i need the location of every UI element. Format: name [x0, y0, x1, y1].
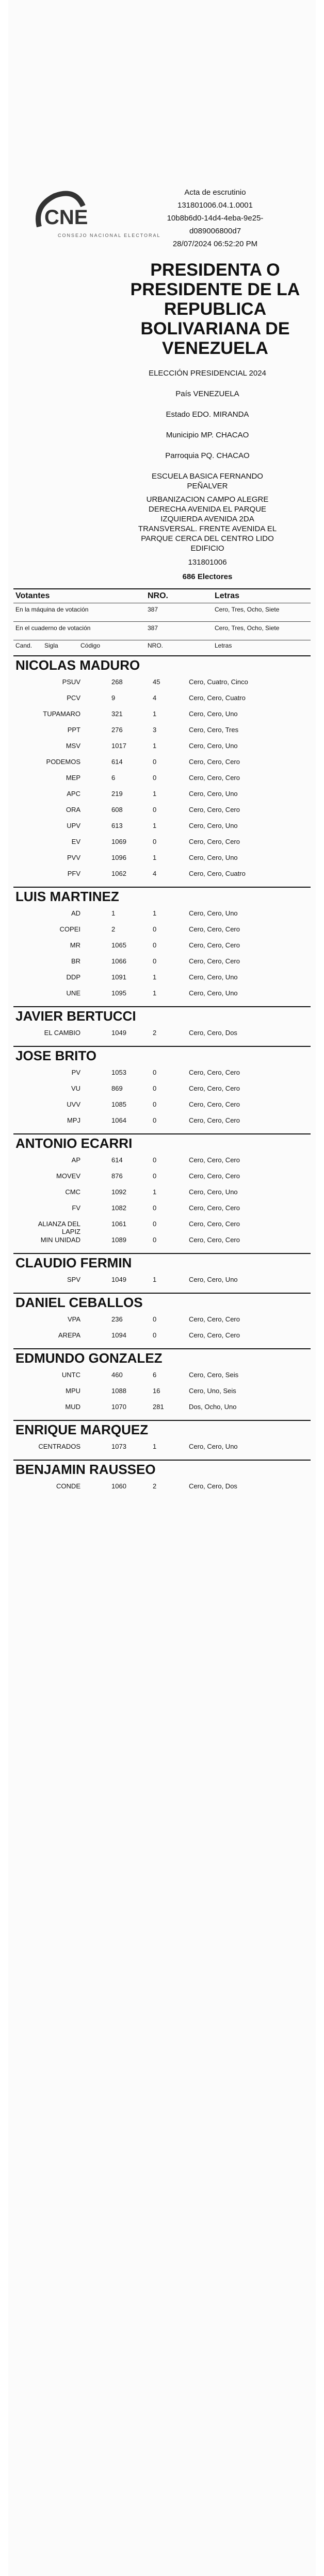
party-letters: Cero, Cero, Seis	[189, 1371, 239, 1379]
candidate-name: DANIEL CEBALLOS	[15, 1295, 143, 1310]
party-letters: Cero, Cero, Cero	[189, 1069, 240, 1076]
th-letras: Letras	[215, 591, 240, 600]
candidate-name: EDMUNDO GONZALEZ	[15, 1350, 163, 1366]
party-votes: 1	[153, 1188, 157, 1196]
party-votes: 1	[153, 1276, 157, 1283]
party-letters: Cero, Cero, Cero	[189, 1331, 240, 1339]
party-code: 1049	[111, 1276, 126, 1283]
party-votes: 0	[153, 925, 157, 933]
party-row	[34, 804, 307, 817]
party-code: 1094	[111, 1331, 126, 1339]
party-sigla: APC	[67, 790, 80, 798]
party-letters: Cero, Cero, Cero	[189, 1315, 240, 1323]
party-row	[34, 1234, 307, 1247]
party-letters: Cero, Cero, Uno	[189, 1276, 238, 1283]
party-letters: Cero, Cero, Uno	[189, 1188, 238, 1196]
party-code: 321	[111, 710, 123, 718]
party-sigla: MIN UNIDAD	[40, 1236, 80, 1244]
party-code: 219	[111, 790, 123, 798]
party-code: 1066	[111, 957, 126, 965]
party-code: 1069	[111, 838, 126, 845]
votantes-cuaderno-nro: 387	[148, 624, 158, 632]
party-votes: 1	[153, 909, 157, 917]
party-votes: 4	[153, 870, 157, 877]
party-code: 1091	[111, 973, 126, 981]
party-sigla: CONDE	[56, 1482, 80, 1490]
party-sigla: PODEMOS	[46, 758, 80, 766]
party-row	[34, 836, 307, 849]
party-code: 6	[111, 774, 116, 782]
party-votes: 6	[153, 1371, 157, 1379]
party-row	[34, 740, 307, 753]
party-row	[34, 1401, 307, 1414]
party-sigla: VU	[71, 1084, 80, 1092]
divider	[13, 1133, 311, 1134]
party-code: 1092	[111, 1188, 126, 1196]
party-row	[34, 820, 307, 833]
party-row	[34, 907, 307, 921]
center-8: EDIFICIO	[190, 544, 224, 553]
party-row	[34, 1480, 307, 1494]
title-3: REPUBLICA	[164, 299, 267, 319]
party-votes: 0	[153, 758, 157, 766]
party-sigla: ALIANZA DEL LAPIZ	[38, 1220, 80, 1235]
party-letters: Cero, Cero, Uno	[189, 909, 238, 917]
party-votes: 1	[153, 822, 157, 829]
party-code: 236	[111, 1315, 123, 1323]
votantes-cuaderno-label: En el cuaderno de votación	[15, 624, 91, 632]
candidate-name: ENRIQUE MARQUEZ	[15, 1422, 149, 1437]
party-sigla: VPA	[67, 1315, 80, 1323]
votantes-cuaderno-letras: Cero, Tres, Ocho, Siete	[215, 624, 280, 632]
party-votes: 1	[153, 973, 157, 981]
divider	[13, 1420, 311, 1421]
center-4: DERECHA AVENIDA EL PARQUE	[148, 505, 267, 514]
party-row	[34, 1186, 307, 1199]
candidate-name: NICOLAS MADURO	[15, 657, 140, 673]
electors: 686 Electores	[182, 572, 233, 581]
party-votes: 2	[153, 1029, 157, 1037]
party-votes: 16	[153, 1387, 160, 1395]
party-letters: Cero, Cero, Cero	[189, 1100, 240, 1108]
sub-codigo: Código	[80, 642, 101, 649]
party-row	[34, 1027, 307, 1040]
title-4: BOLIVARIANA DE	[140, 319, 290, 338]
party-votes: 1	[153, 854, 157, 861]
party-letters: Cero, Cero, Cero	[189, 1156, 240, 1164]
party-sigla: AD	[71, 909, 80, 917]
party-row	[34, 1274, 307, 1287]
party-code: 869	[111, 1084, 123, 1092]
party-row	[34, 1154, 307, 1167]
party-letters: Dos, Ocho, Uno	[189, 1403, 237, 1411]
party-code: 614	[111, 1156, 123, 1164]
party-code: 1064	[111, 1116, 126, 1124]
acta-label: Acta de escrutinio	[184, 188, 246, 197]
party-code: 1062	[111, 870, 126, 877]
party-votes: 0	[153, 1204, 157, 1212]
party-letters: Cero, Cero, Uno	[189, 854, 238, 861]
party-votes: 0	[153, 1315, 157, 1323]
party-code: 613	[111, 822, 123, 829]
party-code: 1065	[111, 941, 126, 949]
hash-line-1: 10b8b6d0-14d4-4eba-9e25-	[167, 214, 264, 223]
sub-cand: Cand.	[15, 642, 33, 649]
party-sigla: DDP	[66, 973, 80, 981]
party-row	[34, 1385, 307, 1398]
party-letters: Cero, Cero, Uno	[189, 973, 238, 981]
candidate-name: CLAUDIO FERMIN	[15, 1255, 132, 1270]
divider	[13, 1293, 311, 1294]
sub-letras: Letras	[215, 642, 232, 649]
party-letters: Cero, Cero, Cero	[189, 941, 240, 949]
datetime: 28/07/2024 06:52:20 PM	[172, 240, 258, 248]
votantes-maquina-nro: 387	[148, 606, 158, 613]
divider	[13, 1348, 311, 1349]
party-code: 1061	[111, 1220, 126, 1228]
party-votes: 0	[153, 806, 157, 814]
party-letters: Cero, Cero, Cero	[189, 774, 240, 782]
divider	[13, 1460, 311, 1461]
party-code: 1049	[111, 1029, 126, 1037]
party-row	[34, 1329, 307, 1343]
party-sigla: SPV	[67, 1276, 80, 1283]
title-5: VENEZUELA	[162, 338, 268, 358]
party-votes: 0	[153, 838, 157, 845]
votantes-maquina-letras: Cero, Tres, Ocho, Siete	[215, 606, 280, 613]
candidate-name: JAVIER BERTUCCI	[15, 1008, 136, 1024]
party-votes: 0	[153, 1100, 157, 1108]
party-row	[34, 1114, 307, 1128]
candidate-name: ANTONIO ECARRI	[15, 1136, 133, 1151]
party-votes: 0	[153, 774, 157, 782]
party-votes: 45	[153, 678, 160, 686]
parish: Parroquia PQ. CHACAO	[165, 451, 250, 460]
party-row	[34, 955, 307, 969]
party-votes: 1	[153, 1443, 157, 1450]
party-row	[34, 1313, 307, 1327]
divider	[13, 887, 311, 888]
party-letters: Cero, Cero, Uno	[189, 989, 238, 997]
th-nro: NRO.	[148, 591, 168, 600]
divider	[13, 1253, 311, 1254]
party-letters: Cero, Cero, Cuatro	[189, 694, 246, 702]
center-code: 131801006	[188, 558, 227, 567]
party-votes: 0	[153, 1331, 157, 1339]
party-letters: Cero, Cuatro, Cinco	[189, 678, 248, 686]
divider	[13, 588, 311, 589]
party-letters: Cero, Cero, Cero	[189, 925, 240, 933]
sub-sigla: Sigla	[44, 642, 58, 649]
party-code: 1053	[111, 1069, 126, 1076]
divider	[13, 1046, 311, 1047]
party-votes: 0	[153, 1220, 157, 1228]
party-sigla: MPJ	[67, 1116, 80, 1124]
center-2: PEÑALVER	[187, 482, 228, 490]
party-code: 1088	[111, 1387, 126, 1395]
party-sigla: AREPA	[58, 1331, 80, 1339]
party-votes: 0	[153, 1084, 157, 1092]
party-votes: 2	[153, 1482, 157, 1490]
party-letters: Cero, Cero, Cuatro	[189, 870, 246, 877]
logo-text: CONSEJO NACIONAL ELECTORAL	[58, 233, 161, 238]
party-code: 614	[111, 758, 123, 766]
party-sigla: MUD	[65, 1403, 80, 1411]
party-votes: 3	[153, 726, 157, 734]
party-row	[34, 939, 307, 953]
party-letters: Cero, Cero, Uno	[189, 710, 238, 718]
party-sigla: PPT	[67, 726, 80, 734]
party-sigla: BR	[71, 957, 80, 965]
party-letters: Cero, Cero, Uno	[189, 1443, 238, 1450]
party-votes: 0	[153, 1069, 157, 1076]
party-code: 1017	[111, 742, 126, 750]
party-row	[34, 708, 307, 721]
party-sigla: EV	[71, 838, 80, 845]
party-row	[34, 772, 307, 785]
party-letters: Cero, Cero, Dos	[189, 1029, 237, 1037]
acta-number: 131801006.04.1.0001	[177, 201, 253, 210]
party-row	[34, 971, 307, 985]
party-votes: 0	[153, 941, 157, 949]
party-sigla: UNTC	[61, 1371, 80, 1379]
party-sigla: MSV	[66, 742, 80, 750]
acta-page	[8, 0, 316, 2576]
hash-line-2: d089006800d7	[189, 227, 241, 235]
party-row	[34, 1170, 307, 1183]
party-letters: Cero, Cero, Cero	[189, 838, 240, 845]
party-row	[34, 1082, 307, 1096]
party-letters: Cero, Cero, Cero	[189, 1220, 240, 1228]
party-row	[34, 1066, 307, 1080]
party-row	[34, 756, 307, 769]
party-letters: Cero, Cero, Cero	[189, 1116, 240, 1124]
party-row	[34, 1369, 307, 1382]
candidate-name: JOSE BRITO	[15, 1048, 97, 1063]
party-letters: Cero, Cero, Uno	[189, 790, 238, 798]
party-letters: Cero, Cero, Cero	[189, 1204, 240, 1212]
party-sigla: PSUV	[62, 678, 80, 686]
party-letters: Cero, Uno, Seis	[189, 1387, 236, 1395]
party-letters: Cero, Cero, Tres	[189, 726, 239, 734]
party-sigla: CMC	[65, 1188, 80, 1196]
party-letters: Cero, Cero, Uno	[189, 742, 238, 750]
party-sigla: MOVEV	[56, 1172, 80, 1180]
party-sigla: UPV	[67, 822, 80, 829]
party-sigla: PV	[71, 1069, 80, 1076]
party-votes: 0	[153, 1172, 157, 1180]
center-6: TRANSVERSAL. FRENTE AVENIDA EL	[138, 524, 277, 533]
party-row	[34, 852, 307, 865]
party-sigla: TUPAMARO	[43, 710, 80, 718]
party-code: 1	[111, 909, 116, 917]
party-votes: 0	[153, 1156, 157, 1164]
party-row	[34, 1202, 307, 1215]
title-2: PRESIDENTE DE LA	[130, 280, 300, 299]
party-letters: Cero, Cero, Uno	[189, 822, 238, 829]
party-sigla: UVV	[67, 1100, 80, 1108]
country: País VENEZUELA	[175, 389, 239, 398]
party-code: 1085	[111, 1100, 126, 1108]
party-sigla: AP	[71, 1156, 80, 1164]
party-code: 1070	[111, 1403, 126, 1411]
party-votes: 1	[153, 710, 157, 718]
party-code: 268	[111, 678, 123, 686]
party-sigla: MR	[70, 941, 80, 949]
party-code: 1060	[111, 1482, 126, 1490]
party-code: 876	[111, 1172, 123, 1180]
party-votes: 1	[153, 742, 157, 750]
party-code: 1073	[111, 1443, 126, 1450]
party-row	[34, 676, 307, 689]
party-letters: Cero, Cero, Cero	[189, 1236, 240, 1244]
party-sigla: EL CAMBIO	[44, 1029, 80, 1037]
party-row	[34, 1440, 307, 1454]
party-letters: Cero, Cero, Cero	[189, 957, 240, 965]
center-5: IZQUIERDA AVENIDA 2DA	[160, 515, 254, 523]
party-letters: Cero, Cero, Cero	[189, 1084, 240, 1092]
party-votes: 1	[153, 790, 157, 798]
party-code: 1082	[111, 1204, 126, 1212]
party-row	[34, 724, 307, 737]
party-code: 9	[111, 694, 116, 702]
party-code: 1095	[111, 989, 126, 997]
party-code: 608	[111, 806, 123, 814]
party-sigla: PFV	[67, 870, 80, 877]
party-row	[34, 923, 307, 937]
party-votes: 4	[153, 694, 157, 702]
party-sigla: MPU	[66, 1387, 80, 1395]
party-letters: Cero, Cero, Cero	[189, 806, 240, 814]
svg-text:CNE: CNE	[44, 206, 88, 229]
divider	[13, 1006, 311, 1007]
title-1: PRESIDENTA O	[150, 260, 280, 280]
party-letters: Cero, Cero, Cero	[189, 1172, 240, 1180]
party-votes: 281	[153, 1403, 164, 1411]
state: Estado EDO. MIRANDA	[166, 410, 249, 419]
party-code: 1089	[111, 1236, 126, 1244]
party-row	[34, 1218, 307, 1235]
th-votantes: Votantes	[15, 591, 50, 600]
party-votes: 0	[153, 957, 157, 965]
party-sigla: PCV	[67, 694, 80, 702]
party-sigla: ORA	[66, 806, 80, 814]
party-row	[34, 692, 307, 705]
party-code: 460	[111, 1371, 123, 1379]
party-sigla: PVV	[67, 854, 80, 861]
party-letters: Cero, Cero, Cero	[189, 758, 240, 766]
party-sigla: MEP	[66, 774, 80, 782]
sub-nro: NRO.	[148, 642, 163, 649]
votantes-maquina-label: En la máquina de votación	[15, 606, 89, 613]
party-sigla: FV	[72, 1204, 80, 1212]
candidate-name: BENJAMIN RAUSSEO	[15, 1462, 156, 1477]
party-sigla: COPEI	[59, 925, 80, 933]
divider	[13, 621, 311, 622]
party-sigla: UNE	[66, 989, 80, 997]
center-1: ESCUELA BASICA FERNANDO	[152, 472, 263, 481]
candidate-name: LUIS MARTINEZ	[15, 889, 119, 904]
party-code: 1096	[111, 854, 126, 861]
party-votes: 1	[153, 989, 157, 997]
party-code: 276	[111, 726, 123, 734]
party-votes: 0	[153, 1116, 157, 1124]
party-letters: Cero, Cero, Dos	[189, 1482, 237, 1490]
party-votes: 0	[153, 1236, 157, 1244]
party-row	[34, 868, 307, 881]
election: ELECCIÓN PRESIDENCIAL 2024	[149, 369, 266, 378]
municipality: Municipio MP. CHACAO	[166, 431, 249, 439]
party-sigla: CENTRADOS	[38, 1443, 80, 1450]
party-row	[34, 987, 307, 1001]
party-code: 2	[111, 925, 116, 933]
center-3: URBANIZACION CAMPO ALEGRE	[146, 495, 269, 504]
center-7: PARQUE CERCA DEL CENTRO LIDO	[141, 534, 274, 543]
divider	[13, 655, 311, 656]
party-row	[34, 788, 307, 801]
party-row	[34, 1098, 307, 1112]
